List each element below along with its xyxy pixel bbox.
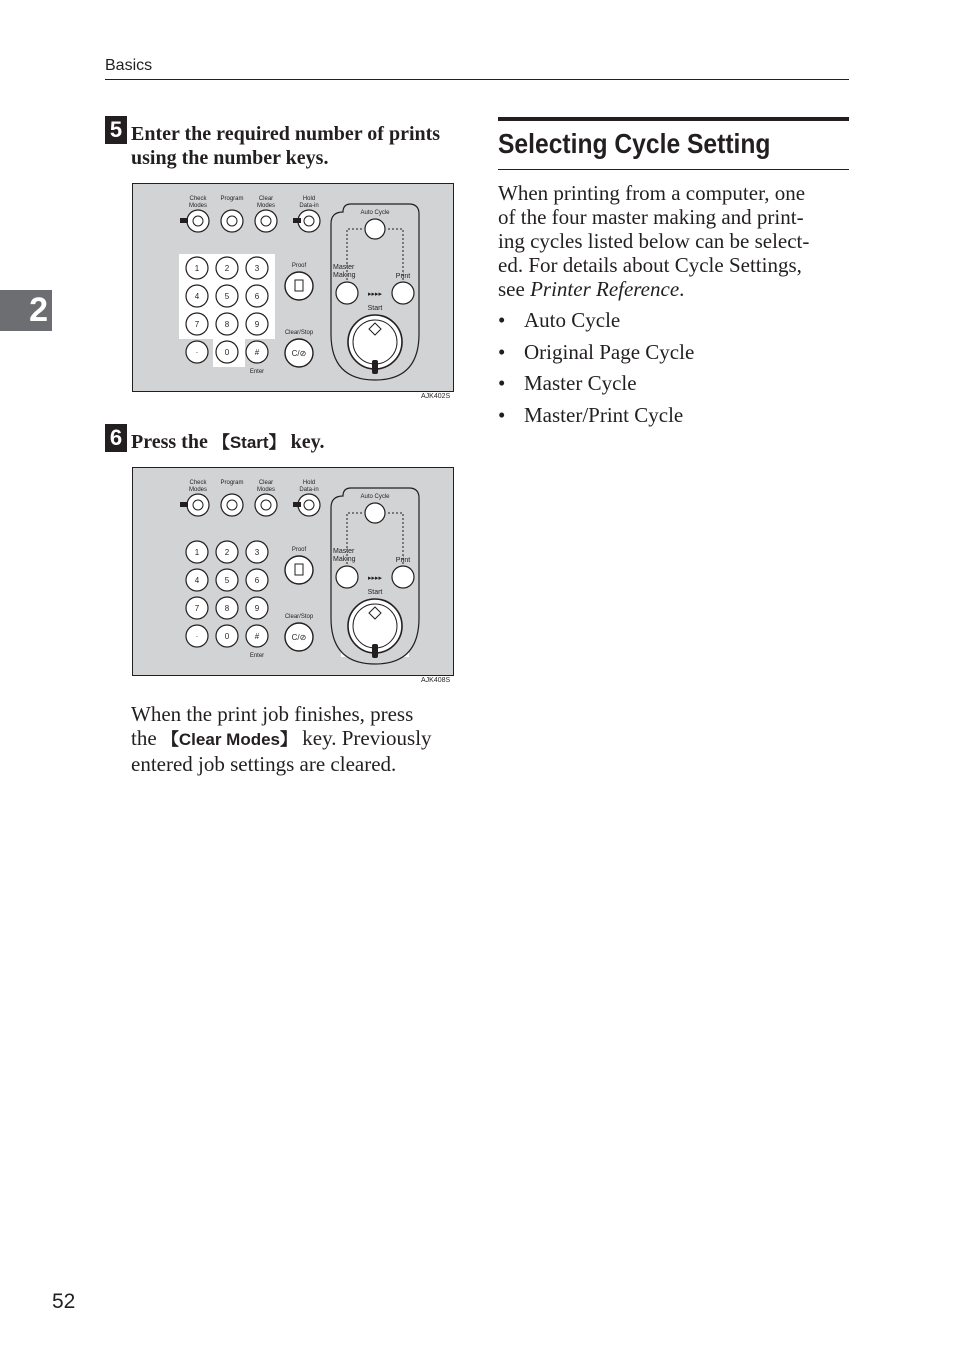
enter-label: Enter [249, 369, 265, 375]
print-key [392, 566, 414, 588]
arrow-icon: ▸▸▸▸ [367, 575, 383, 582]
control-panel-figure-1 [132, 183, 454, 392]
auto-cycle-label: Auto Cycle [360, 494, 390, 500]
running-header: Basics [105, 57, 153, 74]
printer-reference-link: Printer Reference [530, 277, 680, 301]
start-indicator-icon [372, 360, 378, 374]
number-key-label: 6 [254, 576, 260, 585]
program-key [221, 494, 243, 516]
number-key-label: 7 [194, 604, 200, 613]
clear-modes-key-label: Modes [256, 203, 276, 209]
print-label: Print [395, 273, 411, 280]
proof-key [285, 272, 313, 300]
hold-key-label: Data-in [299, 487, 319, 493]
program-key-label: Program [220, 196, 244, 202]
check-modes-key [187, 494, 209, 516]
clear-modes-key [255, 494, 277, 516]
section-paragraph [498, 181, 850, 301]
clear-modes-key-label: Clear [258, 480, 274, 486]
figure-id-1: AJK402S [421, 393, 451, 400]
master-making-key [336, 282, 358, 304]
list-item-label: Master Cycle [524, 371, 637, 396]
number-key-label: 4 [194, 292, 200, 301]
master-making-key [336, 566, 358, 588]
check-modes-key-label: Check [189, 480, 207, 486]
number-key-label: 1 [194, 264, 200, 273]
number-key-label: 6 [254, 292, 260, 301]
number-key-label: 1 [194, 548, 200, 557]
hold-key-label: Hold [302, 196, 316, 202]
para-line-1: When printing from a computer, one [498, 181, 806, 205]
number-key-label: 9 [254, 604, 260, 613]
para-last-pre: see [498, 277, 531, 301]
step-5-text: Enter the required number of prints using the number keys. [131, 123, 441, 169]
title-rule-top [498, 117, 849, 121]
hold-key-label: Hold [302, 480, 316, 486]
number-key-label: · [195, 348, 199, 357]
number-key-label: · [195, 632, 199, 641]
number-key-label: 0 [224, 632, 230, 641]
para-line-3: ing cycles listed below can be select- [498, 229, 810, 253]
note-line-3: entered job settings are cleared. [131, 752, 397, 776]
number-key-label: # [254, 348, 260, 357]
para-line-5 [498, 277, 850, 301]
hold-key [298, 494, 320, 516]
check-modes-key-label: Check [189, 196, 207, 202]
page-number: 52 [52, 1290, 76, 1313]
indicator-icon [293, 218, 301, 223]
start-key-name: 【Start】 [212, 433, 286, 452]
list-item [498, 340, 694, 372]
number-key-label: 4 [194, 576, 200, 585]
control-panel-figure-2 [132, 467, 454, 676]
section-title: Selecting Cycle Setting [498, 128, 771, 159]
list-item-label: Master/Print Cycle [524, 402, 684, 427]
hold-key-label: Data-in [299, 203, 319, 209]
number-key-label: 7 [194, 320, 200, 329]
master-making-label: Making [333, 272, 356, 279]
step-6-text-after: key. [285, 431, 325, 453]
auto-cycle-key [365, 503, 385, 523]
print-key [392, 282, 414, 304]
master-making-label: Master [333, 548, 355, 555]
program-key-label: Program [220, 480, 244, 486]
para-line-4: ed. For details about Cycle Settings, [498, 253, 802, 277]
number-key-label: 0 [224, 348, 230, 357]
clear-modes-key-label: Clear [258, 196, 274, 202]
program-key [221, 210, 243, 232]
step-6-note [131, 702, 461, 776]
figure-id-2: AJK408S [421, 677, 451, 684]
bullet-icon: • [498, 371, 506, 396]
start-label: Start [367, 305, 383, 312]
clear-stop-label: Clear/Stop [284, 614, 314, 620]
proof-label: Proof [291, 263, 307, 269]
number-key-label: 9 [254, 320, 260, 329]
hold-key [298, 210, 320, 232]
list-item-label: Auto Cycle [524, 308, 621, 332]
list-item [498, 308, 694, 340]
master-making-label: Master [333, 264, 355, 271]
clear-modes-key [255, 210, 277, 232]
number-key-label: 8 [224, 604, 230, 613]
step-6-text [131, 430, 461, 455]
arrow-icon: ▸▸▸▸ [367, 291, 383, 298]
chapter-tab: 2 [0, 290, 52, 331]
note-line-1: When the print job finishes, press [131, 702, 414, 726]
number-key-label: # [254, 632, 260, 641]
enter-label: Enter [249, 653, 265, 659]
clear-stop-label: Clear/Stop [284, 330, 314, 336]
title-rule-bottom [498, 169, 849, 170]
auto-cycle-key [365, 219, 385, 239]
number-key-label: 5 [224, 292, 230, 301]
print-label: Print [395, 557, 411, 564]
check-modes-key [187, 210, 209, 232]
start-indicator-icon [372, 644, 378, 658]
start-label: Start [367, 589, 383, 596]
number-key-label: 8 [224, 320, 230, 329]
number-key-label: 2 [224, 548, 230, 557]
step-5-marker: 5 [105, 116, 127, 144]
bullet-icon: • [498, 339, 506, 364]
number-key-label: 2 [224, 264, 230, 273]
note-line-2-post: key. Previously [297, 726, 432, 750]
note-line-2-pre: the [131, 726, 162, 750]
note-line-2 [131, 726, 461, 752]
number-key-label: 3 [254, 548, 260, 557]
para-line-2: of the four master making and print- [498, 205, 804, 229]
master-making-label: Making [333, 556, 356, 563]
clear-stop-icon: C/⊘ [291, 633, 307, 642]
clear-modes-key-label: Modes [256, 487, 276, 493]
indicator-icon [180, 218, 188, 223]
number-key-label: 5 [224, 576, 230, 585]
number-key-label: 3 [254, 264, 260, 273]
header-rule [105, 79, 849, 80]
indicator-icon [293, 502, 301, 507]
check-modes-key-label: Modes [188, 487, 208, 493]
proof-key [285, 556, 313, 584]
para-last-post: . [679, 277, 685, 301]
clear-modes-key-name: 【Clear Modes】 [161, 730, 297, 749]
check-modes-key-label: Modes [188, 203, 208, 209]
proof-label: Proof [291, 547, 307, 553]
step-6-text-before: Press the [131, 431, 213, 453]
indicator-icon [180, 502, 188, 507]
step-6-marker: 6 [105, 424, 127, 452]
list-item [498, 371, 694, 403]
clear-stop-icon: C/⊘ [291, 349, 307, 358]
cycle-list [498, 308, 694, 434]
list-item-label: Original Page Cycle [524, 339, 695, 364]
bullet-icon: • [498, 402, 506, 427]
auto-cycle-label: Auto Cycle [360, 210, 390, 216]
bullet-icon: • [498, 308, 506, 332]
list-item [498, 403, 694, 435]
